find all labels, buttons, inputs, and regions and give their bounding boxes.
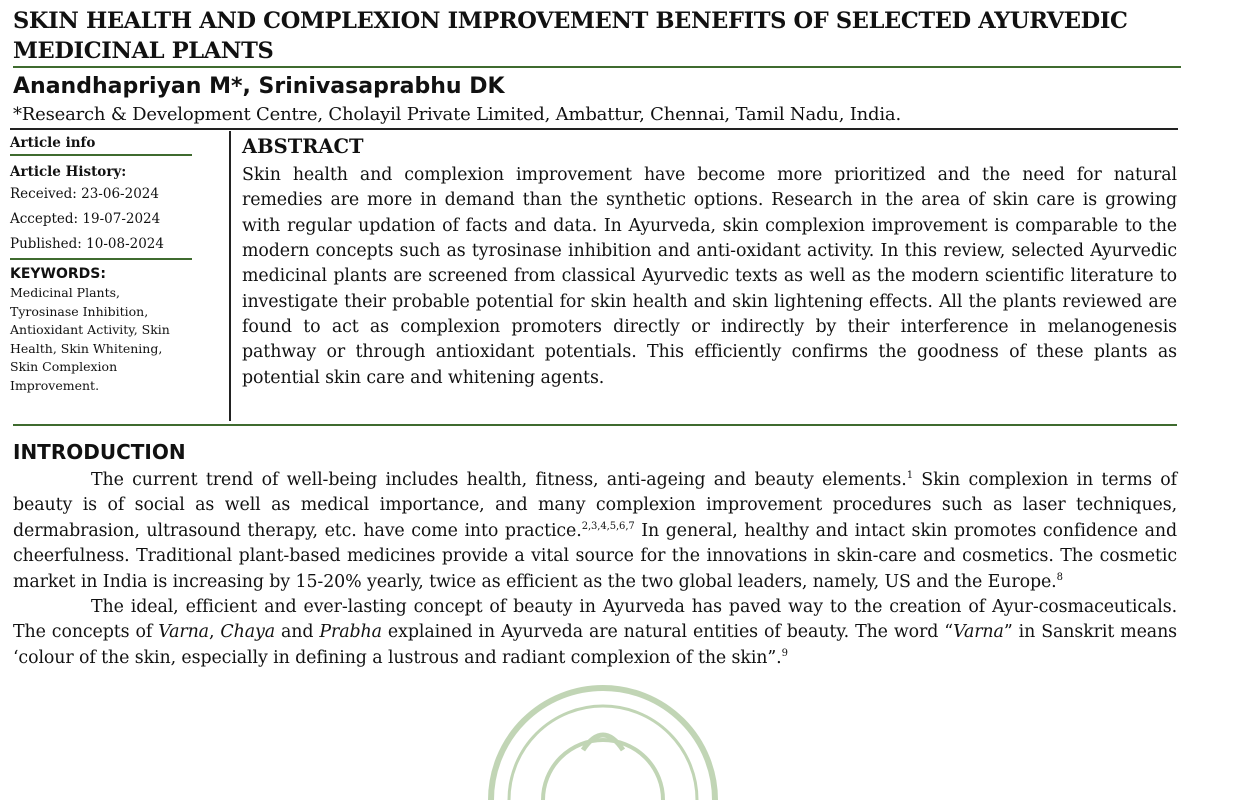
authors: Anandhapriyan M*, Srinivasaprabhu DK: [13, 74, 505, 99]
intro-paragraph-1: The current trend of well-being includes health, fitness, anti-ageing and beauty elements.$^1$ Skin complexion in terms of beauty is of social as well as medical importance, and many complexion improvement procedures such as laser techniques, dermabrasion, ultrasound therapy, etc. have come into practice.$^{2,3,4,5,6,7}$ In general, healthy and intact skin promotes confidence and cheerfulness. Traditional plant-based medicines provide a vital source for the innovations in skin-care and cosmetics. The cosmetic market in India is increasing by 15-20% yearly, twice as efficient as the two global leaders, namely, US and the Europe.$^8$: [13, 470, 1177, 592]
column-divider: [229, 131, 231, 421]
abstract-rule: [13, 424, 1177, 426]
journal-seal-watermark: [468, 680, 738, 800]
published-date: Published: 10-08-2024: [10, 236, 164, 252]
sidebar-rule: [10, 258, 192, 260]
introduction-heading: INTRODUCTION: [13, 440, 186, 464]
intro-paragraph-2: The ideal, efficient and ever-lasting concept of beauty in Ayurveda has paved way to the creation of Ayur-cosmaceuticals. The concepts of Varna, Chaya and Prabha explained in Ayurveda are natural entities of beauty. The word “Varna” in Sanskrit means ‘colour of the skin, especially in defining a lustrous and radiant complexion of the skin”.$^9$: [13, 597, 1177, 668]
keywords-heading: KEYWORDS:: [10, 266, 106, 282]
citation-ref: 8: [1056, 571, 1063, 583]
abstract-heading: ABSTRACT: [242, 135, 364, 158]
accepted-date: Accepted: 19-07-2024: [10, 211, 161, 227]
received-date: Received: 23-06-2024: [10, 186, 159, 202]
article-info-heading: Article info: [10, 135, 96, 151]
sidebar-rule: [10, 154, 192, 156]
affiliation: *Research & Development Centre, Cholayil Private Limited, Ambattur, Chennai, Tamil Nadu, India.: [13, 104, 901, 125]
abstract-text: Skin health and complexion improvement have become more prioritized and the need for natural remedies are more in demand than the synthetic options. Research in the area of skin care is growing with regular updation of facts and data. In Ayurveda, skin complexion improvement is comparable to the modern concepts such as tyrosinase inhibition and anti-oxidant activity. In this review, selected Ayurvedic medicinal plants are screened from classical Ayurvedic texts as well as the modern scientific literature to investigate their probable potential for skin health and skin lightening effects. All the plants reviewed are found to act as complexion promoters directly or indirectly by their interference in melanogenesis pathway or through antioxidant potentials. This efficiently confirms the goodness of these plants as potential skin care and whitening agents.: [242, 165, 1177, 388]
introduction-body: [13, 468, 1177, 671]
title-rule: [13, 66, 1181, 68]
citation-ref: 2,3,4,5,6,7: [581, 521, 635, 533]
paper-title: SKIN HEALTH AND COMPLEXION IMPROVEMENT BENEFITS OF SELECTED AYURVEDIC MEDICINAL PLANTS: [13, 8, 1128, 64]
header-rule: [10, 128, 1178, 130]
article-history-heading: Article History:: [10, 164, 127, 180]
citation-ref: 1: [906, 470, 913, 482]
article-info-sidebar: [10, 133, 192, 395]
keywords-text: Medicinal Plants, Tyrosinase Inhibition, Antioxidant Activity, Skin Health, Skin Whitening, Skin Complexion Improvement.: [10, 285, 170, 393]
citation-ref: 9: [781, 648, 788, 660]
